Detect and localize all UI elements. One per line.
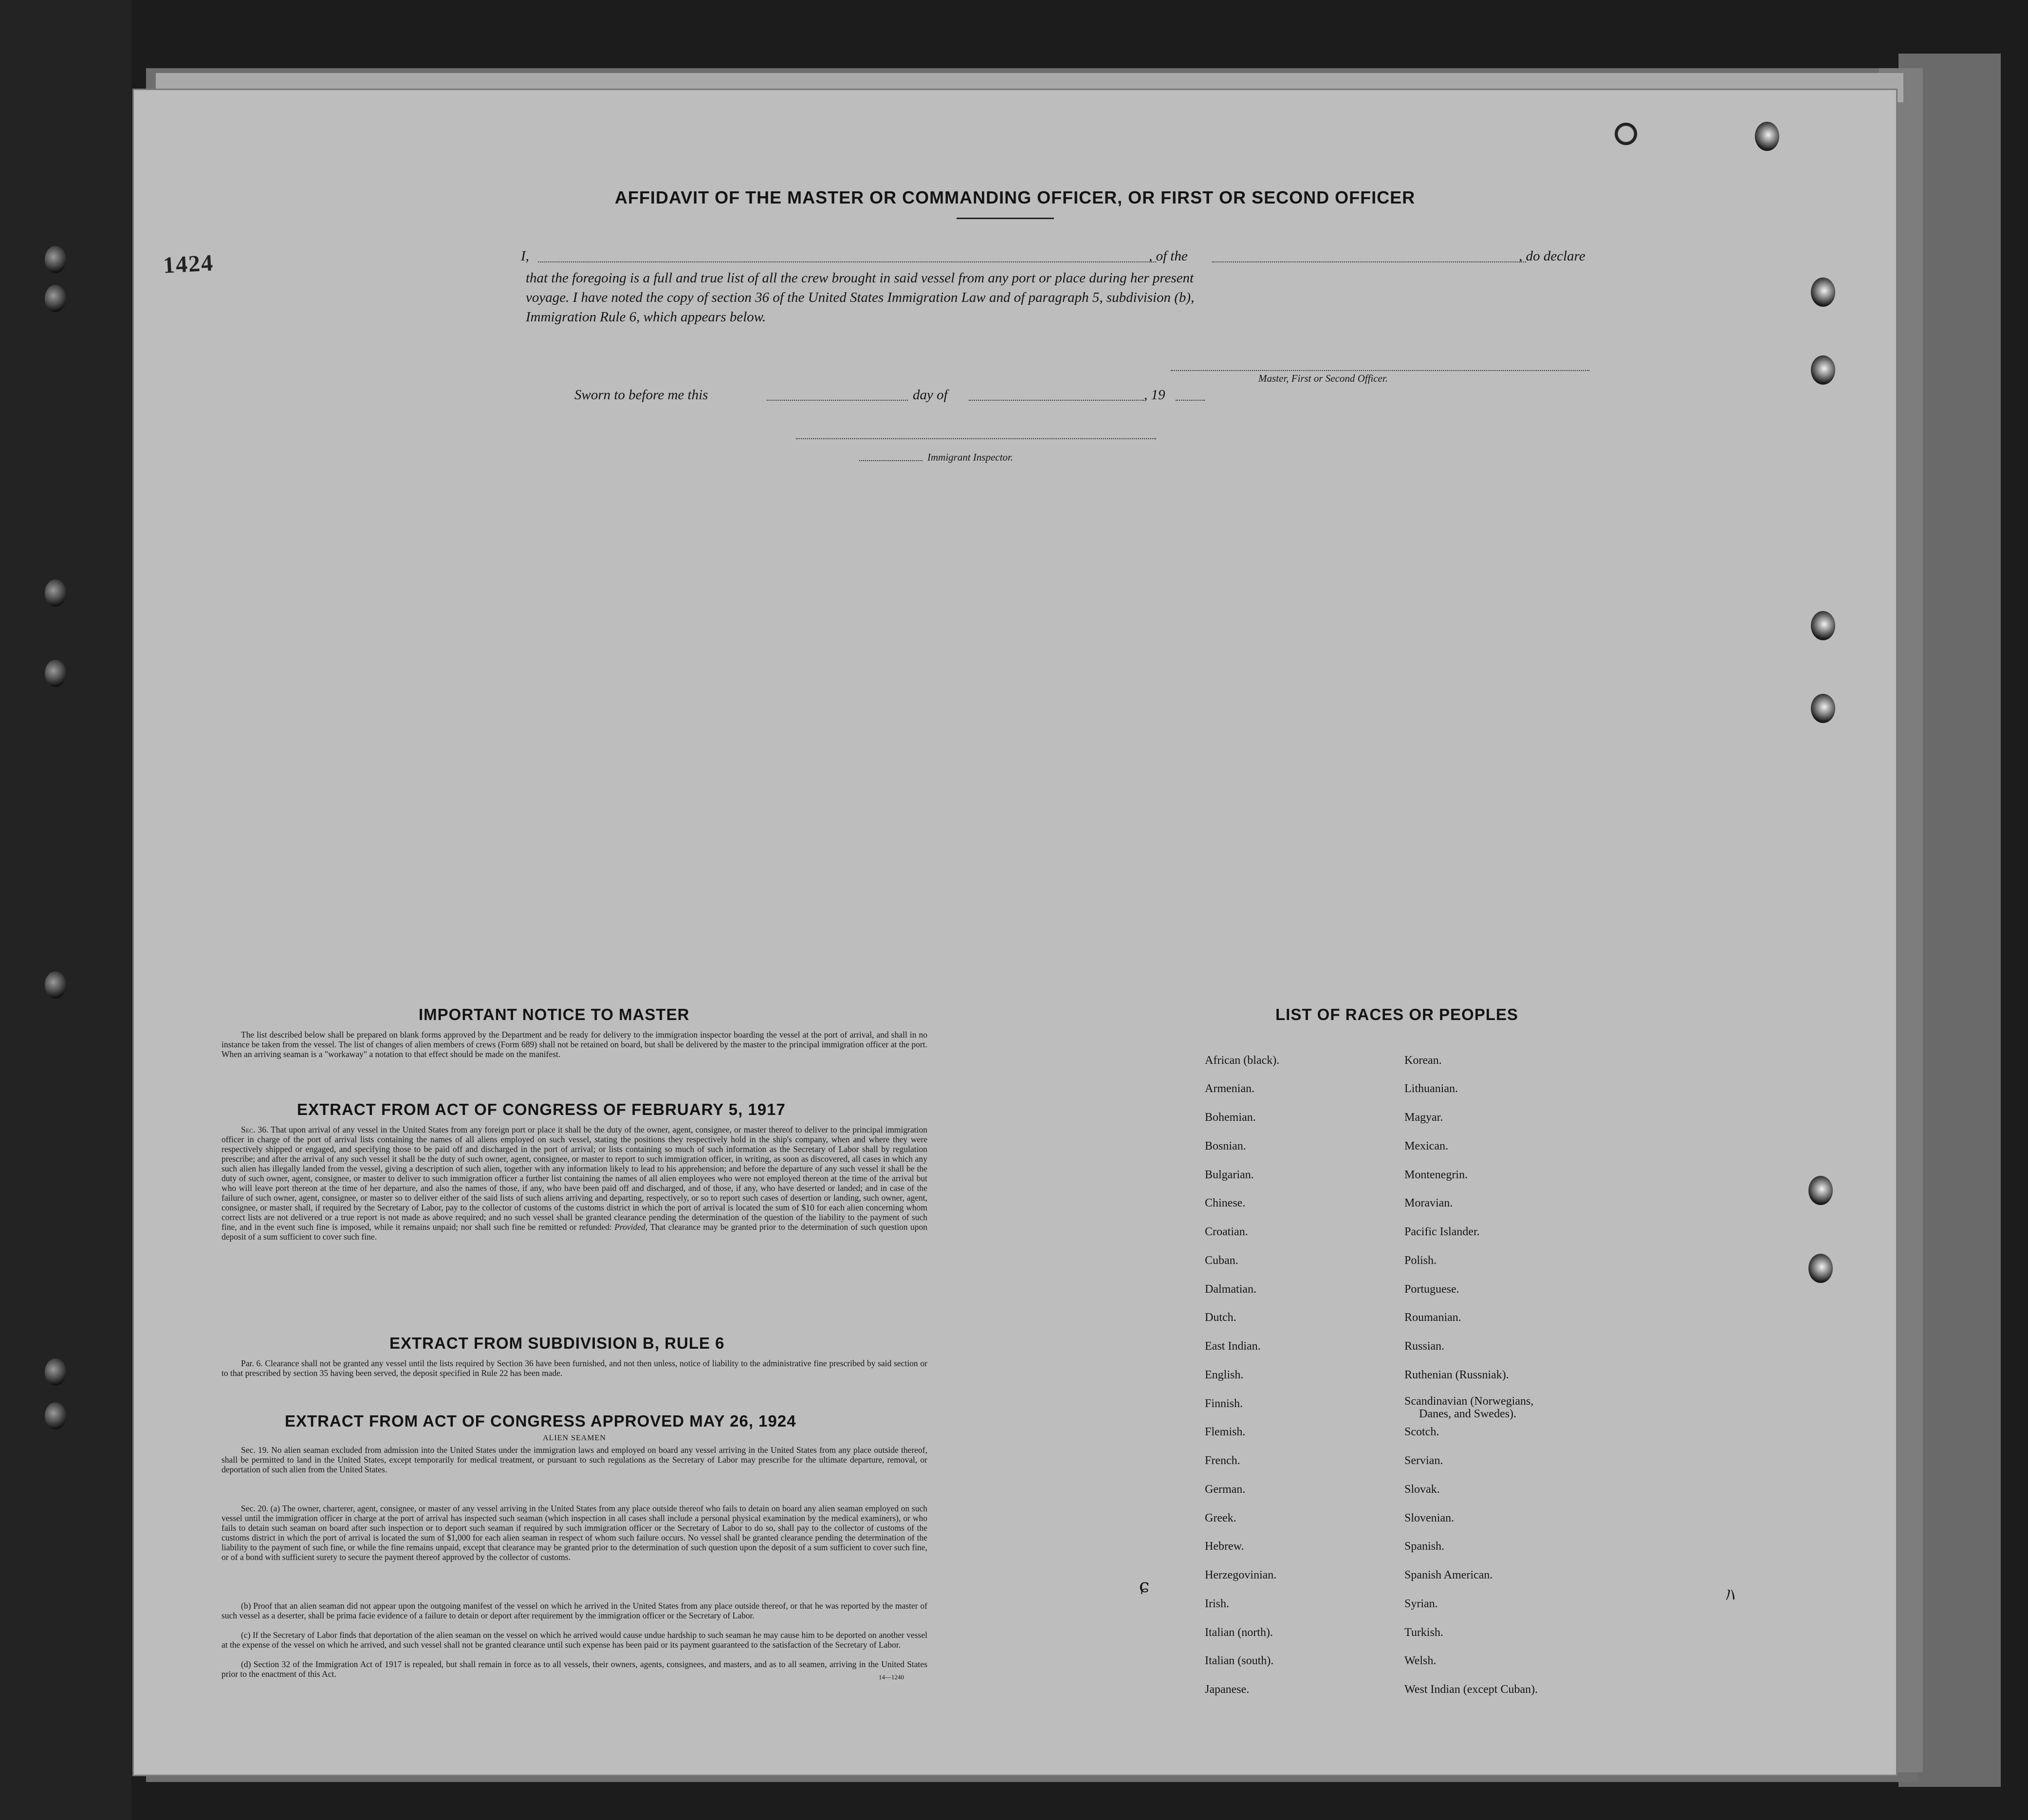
race-item: English. (1205, 1369, 1244, 1381)
binder-hole (45, 285, 66, 312)
race-item: Scandinavian (Norwegians, (1404, 1395, 1534, 1408)
race-item-continuation: Danes, and Swedes). (1419, 1408, 1516, 1420)
act1917-section-label: Sec. 36. (241, 1125, 269, 1134)
races-title: LIST OF RACES OR PEOPLES (1275, 1005, 1518, 1023)
race-item: West Indian (except Cuban). (1404, 1683, 1538, 1696)
race-item: Syrian. (1404, 1597, 1438, 1610)
race-item: Italian (south). (1205, 1654, 1274, 1667)
race-item: Finnish. (1205, 1397, 1243, 1410)
race-item: Armenian. (1205, 1082, 1254, 1095)
binder-strip (0, 0, 131, 1820)
race-item: Hebrew. (1205, 1540, 1244, 1553)
race-item: Lithuanian. (1404, 1082, 1458, 1095)
affidavit-declare: , do declare (1519, 248, 1586, 264)
race-item: Servian. (1404, 1454, 1443, 1467)
race-item: Roumanian. (1404, 1311, 1461, 1324)
act1924-subtitle: ALIEN SEAMEN (543, 1434, 606, 1442)
race-item: Flemish. (1205, 1426, 1246, 1438)
act1924-title: EXTRACT FROM ACT OF CONGRESS APPROVED MAY 26, 1924 (285, 1412, 796, 1430)
race-item: French. (1205, 1454, 1240, 1467)
affidavit-line3: voyage. I have noted the copy of section 36 of the United States Immigration Law and of paragraph 5, subdivision (b), (526, 290, 1195, 305)
punch-hole (1811, 694, 1835, 723)
race-item: Irish. (1205, 1597, 1229, 1610)
vessel-blank (1212, 261, 1526, 262)
margin-stamp: 1424 (162, 250, 215, 279)
race-item: Portuguese. (1404, 1283, 1459, 1296)
punch-hole (1808, 1176, 1833, 1205)
race-item: Turkish. (1404, 1626, 1443, 1639)
affidavit-i: I, (521, 248, 529, 264)
title-rule (957, 218, 1054, 219)
binder-hole (45, 579, 66, 607)
inspector-caption: Immigrant Inspector. (927, 451, 1014, 463)
day-of-label: day of (913, 387, 948, 403)
punch-hole (1811, 355, 1835, 385)
pencil-mark: ﾊ (1726, 1584, 1735, 1606)
act1924-sec20d: (d) Section 32 of the Immigration Act of 1917 is repealed, but shall remain in force as to all vessels, their owners, agents, consignees, and masters, and as to all seamen, arriving in the United States prior to the enactment of this Act. (221, 1659, 927, 1679)
affidavit-title: AFFIDAVIT OF THE MASTER OR COMMANDING OFFICER, OR FIRST OR SECOND OFFICER (614, 187, 1416, 207)
race-item: German. (1205, 1483, 1246, 1496)
act1917-proviso-rest: That clearance may be granted prior to the determination of such question upon deposit of a sum sufficient to cover such fine. (221, 1222, 928, 1242)
race-item: Polish. (1404, 1254, 1437, 1267)
affidavit-line4: Immigration Rule 6, which appears below. (526, 309, 766, 325)
race-item: Bohemian. (1205, 1111, 1256, 1124)
sworn-label: Sworn to before me this (574, 387, 708, 403)
race-item: Ruthenian (Russniak). (1404, 1369, 1509, 1381)
signature-caption: Master, First or Second Officer. (1258, 372, 1388, 384)
binder-hole (45, 246, 66, 273)
rule6-title: EXTRACT FROM SUBDIVISION B, RULE 6 (389, 1334, 725, 1352)
binder-hole (45, 660, 66, 687)
signature-line (1171, 370, 1589, 371)
race-item: Welsh. (1404, 1654, 1437, 1667)
binder-hole (45, 1402, 66, 1430)
race-item: Spanish. (1404, 1540, 1445, 1553)
act1917-title: EXTRACT FROM ACT OF CONGRESS OF FEBRUARY 5, 1917 (297, 1100, 786, 1118)
race-item: Dutch. (1205, 1311, 1236, 1324)
race-item: Bulgarian. (1205, 1169, 1254, 1181)
act1924-sec20b: (b) Proof that an alien seaman did not appear upon the outgoing manifest of the vessel on which he arrived in the United States from any place outside thereof, or that he was reported by the master of such vessel as a deserter, shall be prima facie evidence of a failure to detain or deport after requirement by the immigration officer or the Secretary of Labor. (221, 1601, 927, 1620)
notice-body: The list described below shall be prepared on blank forms approved by the Department and be ready for delivery to the immigration inspector boarding the vessel at the port of arrival, and shall in no instance be taken from the vessel. The list of changes of alien members of crews (Form 689) shall not be retained on board, but shall be delivered by the master to the principal immigration officer at the port. When an arriving seaman is a "workaway" a notation to that effect should be made on the manifest. (221, 1030, 927, 1059)
race-item: Pacific Islander. (1404, 1226, 1480, 1238)
name-blank (538, 261, 1156, 262)
act1917-body (221, 1125, 927, 1242)
punch-hole (1811, 278, 1835, 307)
race-item: Spanish American. (1404, 1569, 1493, 1581)
race-item: Dalmatian. (1205, 1283, 1256, 1296)
race-item: Greek. (1205, 1512, 1236, 1524)
race-item: Scotch. (1404, 1426, 1439, 1438)
sworn-month-blank (969, 400, 1144, 401)
sworn-day-blank (767, 400, 908, 401)
punch-hole (1811, 611, 1835, 640)
act1924-sec19: Sec. 19. No alien seaman excluded from admission into the United States under the immigration laws and employed on board any vessel arriving in the United States from any place outside thereof, shall be permitted to land in the United States, except temporarily for medical treatment, or pursuant to such regulations as the Secretary of Labor may prescribe for the ultimate departure, removal, or deportation of such alien from the United States. (221, 1445, 927, 1474)
race-item: East Indian. (1205, 1340, 1261, 1353)
race-item: Russian. (1404, 1340, 1445, 1353)
rule6-body: Par. 6. Clearance shall not be granted any vessel until the lists required by Section 36 have been furnished, and not then unless, notice of liability to the administrative fine prescribed by said section or to that prescribed by section 35 having been served, the deposit specified in Rule 22 has been made. (221, 1358, 927, 1378)
punch-hole (1808, 1254, 1833, 1283)
race-item: Slovenian. (1404, 1512, 1454, 1524)
race-item: Herzegovinian. (1205, 1569, 1277, 1581)
act1924-sec20a: Sec. 20. (a) The owner, charterer, agent, consignee, or master of any vessel arriving in the United States from any place outside thereof who fails to detain on board any alien seaman employed on such vessel until the immigration officer in charge at the port of arrival has inspected such seaman (which inspection in all cases shall include a personal physical examination by the medical examiners), or who fails to detain such seaman on board after such inspection or to deport such seaman if required by such immigration officer or the Secretary of Labor to do so, shall pay to the collector of customs of the customs district in which the port of arrival is located the sum of $1,000 for each alien seaman in respect of whom such failure occurs. No vessel shall be granted clearance pending the determination of the liability to the payment of such fine, or while the fine remains unpaid, except that clearance may be granted prior to the determination of such question upon the deposit of a sum sufficient to cover such fine, or of a bond with sufficient surety to secure the payment thereof approved by the collector of customs. (221, 1504, 927, 1562)
year-label: , 19 (1144, 387, 1165, 403)
act1924-sec20c: (c) If the Secretary of Labor finds that deportation of the alien seaman on the vessel on which he arrived would cause undue hardship to such seaman he may cause him to be deported on another vessel at the expense of the vessel on which he arrived, and such vessel shall not be granted clearance until such expense has been paid or its payment guaranteed to the satisfaction of the Secretary of Labor. (221, 1630, 927, 1650)
inspector-signature-line (796, 438, 1156, 439)
race-item: Cuban. (1205, 1254, 1238, 1267)
form-number: 14—1240 (879, 1673, 904, 1681)
binder-hole (45, 1358, 66, 1386)
inspector-dots (859, 460, 922, 461)
notice-title: IMPORTANT NOTICE TO MASTER (419, 1005, 690, 1023)
punch-hole (1755, 122, 1779, 151)
race-item: African (black). (1205, 1054, 1280, 1067)
race-item: Mexican. (1404, 1140, 1448, 1152)
race-item: Slovak. (1404, 1483, 1440, 1496)
pencil-mark: ɕ (1139, 1575, 1150, 1597)
race-item: Chinese. (1205, 1197, 1246, 1209)
race-item: Bosnian. (1205, 1140, 1246, 1152)
document-sheet (134, 90, 1896, 1775)
race-item: Magyar. (1404, 1111, 1443, 1124)
race-item: Moravian. (1404, 1197, 1453, 1209)
sworn-year-blank (1176, 400, 1205, 401)
race-item: Italian (north). (1205, 1626, 1273, 1639)
act1917-proviso: Provided, (614, 1222, 648, 1232)
race-item: Japanese. (1205, 1683, 1250, 1696)
binder-hole (45, 971, 66, 999)
race-item: Croatian. (1205, 1226, 1248, 1238)
affidavit-of-the: , of the (1149, 248, 1188, 264)
race-item: Korean. (1404, 1054, 1442, 1067)
punch-hole (1614, 119, 1638, 149)
act1917-text: That upon arrival of any vessel in the United States from any foreign port or place it shall be the duty of the owner, agent, consignee, or master thereof to deliver to the principal immigration officer in charge of the port of arrival lists containing the names of all aliens employed on such vessel, stating the positions they respectively hold in the ship's company, when and where they were respectively shipped or engaged, and specifying those to be paid off and discharged in the port of arrival; or lists containing so much of such information as the Secretary of Labor shall by regulation prescribe; and after the arrival of any such vessel it shall be the duty of such owner, agent, consignee, or master to report to such immigration officer, in writing, as soon as discovered, all cases in which any such alien has illegally landed from the vessel, giving a description of such alien, together with any information likely to lead to his apprehension; and before the departure of any such vessel it shall be the duty of such owner, agent, consignee, or master to deliver to such immigration officer a further list containing the names of all alien employees who were not employed thereon at the time of the arrival but who will leave port thereon at the time of her departure, and also the names of those, if any, who have been paid off and discharged, and of those, if any, who have deserted or landed; and in case of the failure of such owner, agent, consignee, or master so to deliver either of the said lists of such aliens arriving and departing, respectively, or so to report such cases of desertion or landing, such owner, agent, consignee, or master shall, if required by the Secretary of Labor, pay to the collector of customs of the customs district in which the port of arrival is located the sum of $10 for each alien concerning whom correct lists are not delivered or a true report is not made as above required; and no such vessel shall be granted clearance pending the determination of the question of the liability to the payment of such fine, and in the event such fine is imposed, while it remains unpaid; nor shall such fine be remitted or refunded: (221, 1125, 927, 1232)
race-item: Montenegrin. (1404, 1169, 1468, 1181)
affidavit-line2: that the foregoing is a full and true list of all the crew brought in said vessel from any port or place during her present (526, 270, 1194, 286)
